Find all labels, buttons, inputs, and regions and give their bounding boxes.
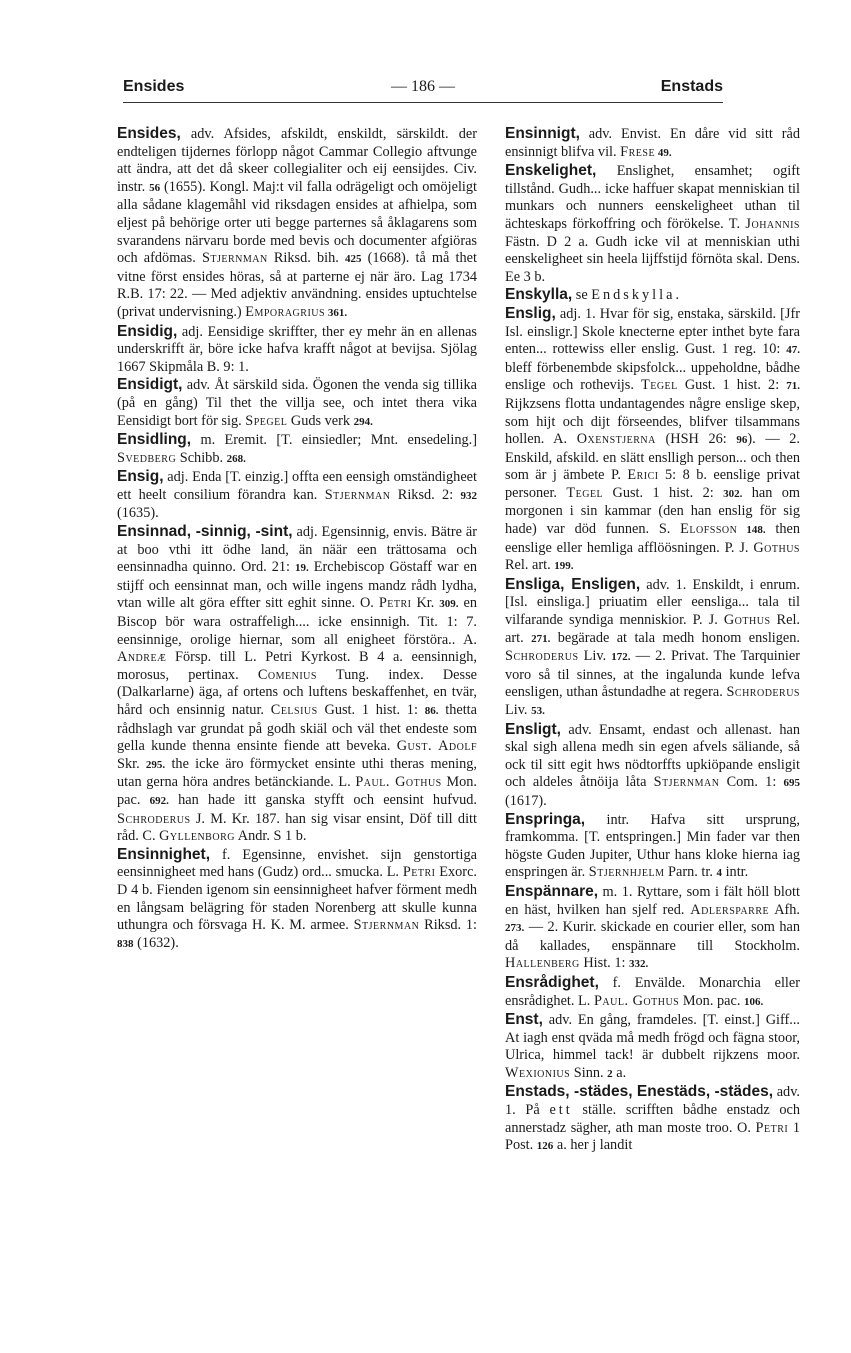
headword: Enst, [505,1011,543,1029]
headword: Ensinnighet, [117,845,210,863]
entry-ensinnighet: Ensinnighet, f. Egensinne, envishet. sijn genstortiga eensinnigheet med hans (Gudz) ord... smucka. L. Petri Exorc. D 4 b. Fienden igenom sin eensinnigheet hafver förment medh en långsam belägring för staden Norenberg att skulle kunna uthungra och försvaga H. K. M. armee. Stjernman Riksd. 1: 838 (1632). [117,845,477,951]
headword: Ensides, [117,125,181,142]
headword: Ensliga, Ensligen, [505,575,641,593]
headword: Enspringa, [505,810,586,828]
headword: Enspännare, [505,882,599,900]
headword: Ensig, [117,468,164,486]
headword: Ensidling, [117,431,192,449]
headword: Enslig, [505,304,556,322]
entry-ensidling: Ensidling, m. Eremit. [T. einsiedler; Mnt. ensedeling.] Svedberg Schibb. 268. [117,431,477,466]
headword: Ensligt, [505,720,561,738]
entry-ensides: Ensides, adv. Afsides, afskildt, enskildt, särskildt. der endteligen tijdernes förlopp något Cammar Collegio aftvunge att ändra, att det då skeer collegialiter och eij eensijdes. Civ. instr. 56 (1655). Kongl. Maj:t vil falla odrägeligt och omöjeligt alla sådane klagemåhl vid riksdagen ensides at afhielpa, som eljest på behörige orter uti begge parternes så åklagarens som svarandens närvaru borde med bevis och documenter afgiöras och afdömas. Stjernman Riksd. bih. 425 (1668). tå må thet vitne först ensides höras, så at parterne ej när äro. Lag 1734 R.B. 17: 22. — Med adjektiv användning. ensides uptuchtelse (privat undervisning.) Emporagrius 361. [117,125,478,320]
header-last-word: Enstads [660,78,723,95]
entry-ensidigt: Ensidigt, adv. Åt särskild sida. Ögonen the venda sig tillika (på en gång) Til thet the villja see, och intet thera vika Eensidigt bort för sig. Spegel Guds verk 294. [117,376,477,429]
entry-ensradighet: Ensrådighet, f. Envälde. Monarchia eller ensrådighet. L. Paul. Gothus Mon. pac. 106. [505,973,800,1009]
headword: Ensrådighet, [505,973,599,991]
headword: Ensidigt, [117,376,183,394]
headword: Enskylla, [505,286,573,304]
header-first-word: Ensides [123,78,185,95]
entry-ensligt: Ensligt, adv. Ensamt, endast och allenast. han skal sigh allena medh sin egen afvels säliande, så ock til sitt egit hws nödtorffts upkiöpande ensligit och aldeles åtnöija låta Stjernman Com. 1: 695 (1617). [505,720,800,809]
entry-enskylla: Enskylla, se Endskylla. [505,286,680,304]
entry-ensliga: Ensliga, Ensligen, adv. 1. Enskildt, i enrum. [Isl. einsliga.] priuatim eller eensliga... tala til vilfarande syndiga menniskior. P. J. Gothus Rel. art. 271. begärade at tala medh honom ensligen. Schroderus Liv. 172. — 2. Privat. The Tarquinier voro så til sinnes, at the ingalunda kunde lefva eensligen, uthan åstundadhe at regera. Schroderus Liv. 53. [505,575,800,718]
entry-enspringa: Enspringa, intr. Hafva sitt ursprung, framkomma. [T. entspringen.] Min fader var then högste Guden Jupiter, Uthur hans kloke hierna iag enspringen är. Stjernhjelm Parn. tr. 4 intr. [505,810,800,881]
entry-enst: Enst, adv. En gång, framdeles. [T. einst.] Giff... At iagh enst qväda må medh frögd och fägna stoor, Ulrica, himmel tack! är dubbelt rijkzens moor. Wexionius Sinn. 2 a. [505,1011,800,1081]
headword: Enstads, -städes, Enestäds, -städes, [505,1083,774,1101]
headword: Ensinnad, -sinnig, -sint, [117,523,293,541]
headword: Enskelighet, [505,162,597,180]
headword: Ensinnigt, [505,125,580,142]
entry-ensinnigt: Ensinnigt, adv. Envist. En dåre vid sitt råd ensinnigt blifva vil. Frese 49. [505,125,800,160]
headword: Ensidig, [117,322,178,340]
entry-enstads: Enstads, -städes, Enestäds, -städes, adv. 1. På ett ställe. scrifften bådhe enstadz och annerstadz sägher, ath man moste troo. O. Petri 1 Post. 126 a. her j landit [505,1083,801,1154]
entry-enspannare: Enspännare, m. 1. Ryttare, som i fält höll blott en häst, hvilken han sjelf red. Adlersparre Afh. 273. — 2. Kurir. skickade en courier eller, som han då kallades, enspännare till Stockholm. Hallenberg Hist. 1: 332. [505,882,800,972]
entry-ensig: Ensig, adj. Enda [T. einzig.] offta een eensigh omständigheet ett heelt consilium förandra kan. Stjernman Riksd. 2: 932 (1635). [117,468,477,522]
entry-enskelighet: Enskelighet, Enslighet, ensamhet; ogift tillstånd. Gudh... icke haffuer skapat menniskian til munkars och nunners eenskeligheet uthan til ächteskaps förkoffring och förökelse. T. Johannis Fästn. D 2 a. Gudh icke vil at menniskian uthi eenskeligheet sin heela lijffstijd förnöta skal. Dens. Ee 3 b. [505,162,800,285]
entry-ensidig: Ensidig, adj. Eensidige skriffter, ther ey mehr än en allenas underskrifft är, böre icke hafva krafft något at bevijsa. Sjölag 1667 Skipmåla B. 9: 1. [117,322,477,375]
right-column [505,125,800,1156]
page-number: — 186 — [391,78,455,95]
left-column [117,125,477,953]
page-header [123,78,723,103]
entry-enslig: Enslig, adj. 1. Hvar för sig, enstaka, särskild. [Jfr Isl. einsligr.] Skole knecterne epter inthet byte fara enten... rottewiss eller enslig. Gust. 1 reg. 10: 47. bleff förbenembde skipsfolck... uppeholdne, bådhe enslige och rothevijs. Tegel Gust. 1 hist. 2: 71. Rijkzsens flotta undantagendes någre enslige skep, som hijt och dijt förseendes, blifver tilsammans hollen. A. Oxenstjerna (HSH 26: 96). — 2. Enskild, afskild. en slätt enslligh person... och then som är j ämbete P. Erici 5: 8 b. eenslige privat personer. Tegel Gust. 1 hist. 2: 302. han om morgonen i sin kammar (den han enslig för sig hade) var död funnen. S. Elofsson 148. then eenslige eller hemliga afflöösningen. P. J. Gothus Rel. art. 199. [505,304,800,574]
entry-ensinnad: Ensinnad, -sinnig, -sint, adj. Egensinnig, envis. Bätre är at boo vthi itt ödhe land, än näär een trättosama och eensinnadha quinno. Ord. 21: 19. Erchebiscop Göstaff war en stijff och eensinnat man, och wille ingens mandz rådh lydha, vtan wille alt göra effter sitt eghit sinne. O. Petri Kr. 309. en Biscop bör wara ostraffeligh.... icke ensinnigh. Tit. 1: 7. eensinnige, orolige hiernar, som all enigheet förstöra.. A. Andreæ Försp. till L. Petri Kyrkost. B 4 a. eensinnigh, morosus, pertinax. Comenius Tung. index. Desse (Dalkarlarne) äga, af ortens och luftens beskaffenhet, en tvär, hård och ensinnig natur. Celsius Gust. 1 hist. 1: 86. thetta rådhslagh var grundat på godh skiäl och väl thet endeste som gella kunde thenna ensinte fiende att beveka. Gust. Adolf Skr. 295. the icke äro förmycket ensinte uthi theras mening, utan gerna höra andres betänckiande. L. Paul. Gothus Mon. pac. 692. han hade itt ganska styfft och eensint hufvud. Schroderus J. M. Kr. 187. han sig visar ensint, Döf till ditt råd. C. Gyllenborg Andr. S 1 b. [117,523,478,845]
